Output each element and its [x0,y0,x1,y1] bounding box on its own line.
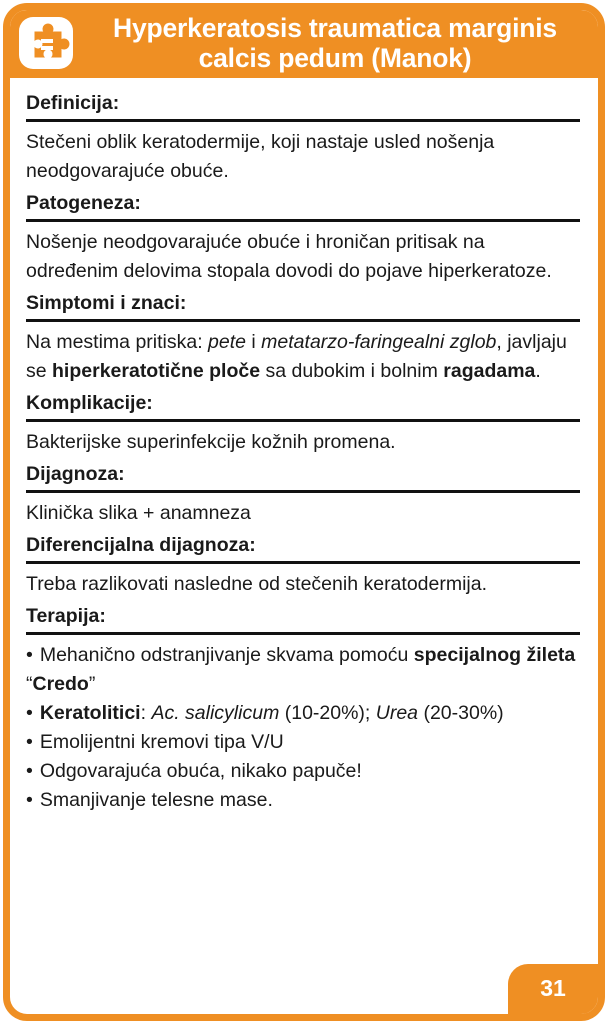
text-italic: metatarzo-faringealni zglob [261,331,497,353]
text-run: ” [88,673,96,695]
text-italic: Urea [375,702,419,724]
text-run: Mehanično odstranjivanje skvama pomoću [39,644,414,666]
text-run: , javljaju se [26,331,567,382]
section-heading: Terapija: [26,605,106,627]
section-text: Klinička slika + anamneza [26,502,251,524]
page-title [80,13,590,73]
section-terapija [26,601,580,815]
text-run: : [140,702,152,724]
divider [26,419,580,422]
text-run: (10-20%); [279,702,376,724]
section-text: Stečeni oblik keratodermije, koji nastaje usled nošenja neodgovarajuće obuće. [26,131,495,182]
text-italic: Ac. salicylicum [151,702,280,724]
title-line-1: Hyperkeratosis traumatica marginis [113,13,557,43]
section-diferencijalna [26,530,580,599]
text-bold: ragadama [443,360,536,382]
section-heading: Simptomi i znaci: [26,292,187,314]
divider [26,490,580,493]
list-item: • Smanjivanje telesne mase. [26,786,580,815]
content [26,88,580,815]
section-heading: Komplikacije: [26,392,153,414]
text-run: Na mestima pritiska: [26,331,209,353]
divider [26,561,580,564]
section-definicija [26,88,580,186]
divider [26,219,580,222]
text-bold: Keratolitici [39,702,141,724]
list-item: • Emolijentni kremovi tipa V/U [26,728,580,757]
section-simptomi [26,288,580,386]
header-bar [10,10,598,78]
page-number-tab [508,964,598,1014]
puzzle-piece-icon [19,17,73,69]
section-text: Nošenje neodgovarajuće obuće i hroničan pritisak na određenim delovima stopala dovodi do pojave hiperkeratoze. [26,231,552,282]
section-patogeneza [26,188,580,286]
text-run: “ [26,673,33,695]
list-item: • Odgovarajuća obuća, nikako papuče! [26,757,580,786]
text-run: sa dubokim i bolnim [260,360,444,382]
section-dijagnoza [26,459,580,528]
therapy-list [26,641,580,815]
section-heading: Diferencijalna dijagnoza: [26,534,256,556]
text-bold: hiperkeratotične ploče [52,360,261,382]
list-item [26,641,580,699]
card [3,3,605,1021]
section-heading: Dijagnoza: [26,463,125,485]
text-run: (20-30%) [418,702,504,724]
logo [19,17,73,69]
section-text: Bakterijske superinfekcije kožnih promena. [26,431,396,453]
section-komplikacije [26,388,580,457]
divider [26,632,580,635]
list-item [26,699,580,728]
page-number: 31 [540,975,566,1001]
section-text [26,328,580,386]
text-run: . [535,360,541,382]
text-run: i [246,331,262,353]
section-heading: Patogeneza: [26,192,141,214]
text-italic: pete [208,331,246,353]
text-bold: specijalnog žileta [413,644,576,666]
section-text: Treba razlikovati nasledne od stečenih keratodermija. [26,573,488,595]
section-heading: Definicija: [26,92,120,114]
title-line-2: calcis pedum (Manok) [198,43,472,73]
text-bold: Credo [32,673,89,695]
divider [26,319,580,322]
divider [26,119,580,122]
